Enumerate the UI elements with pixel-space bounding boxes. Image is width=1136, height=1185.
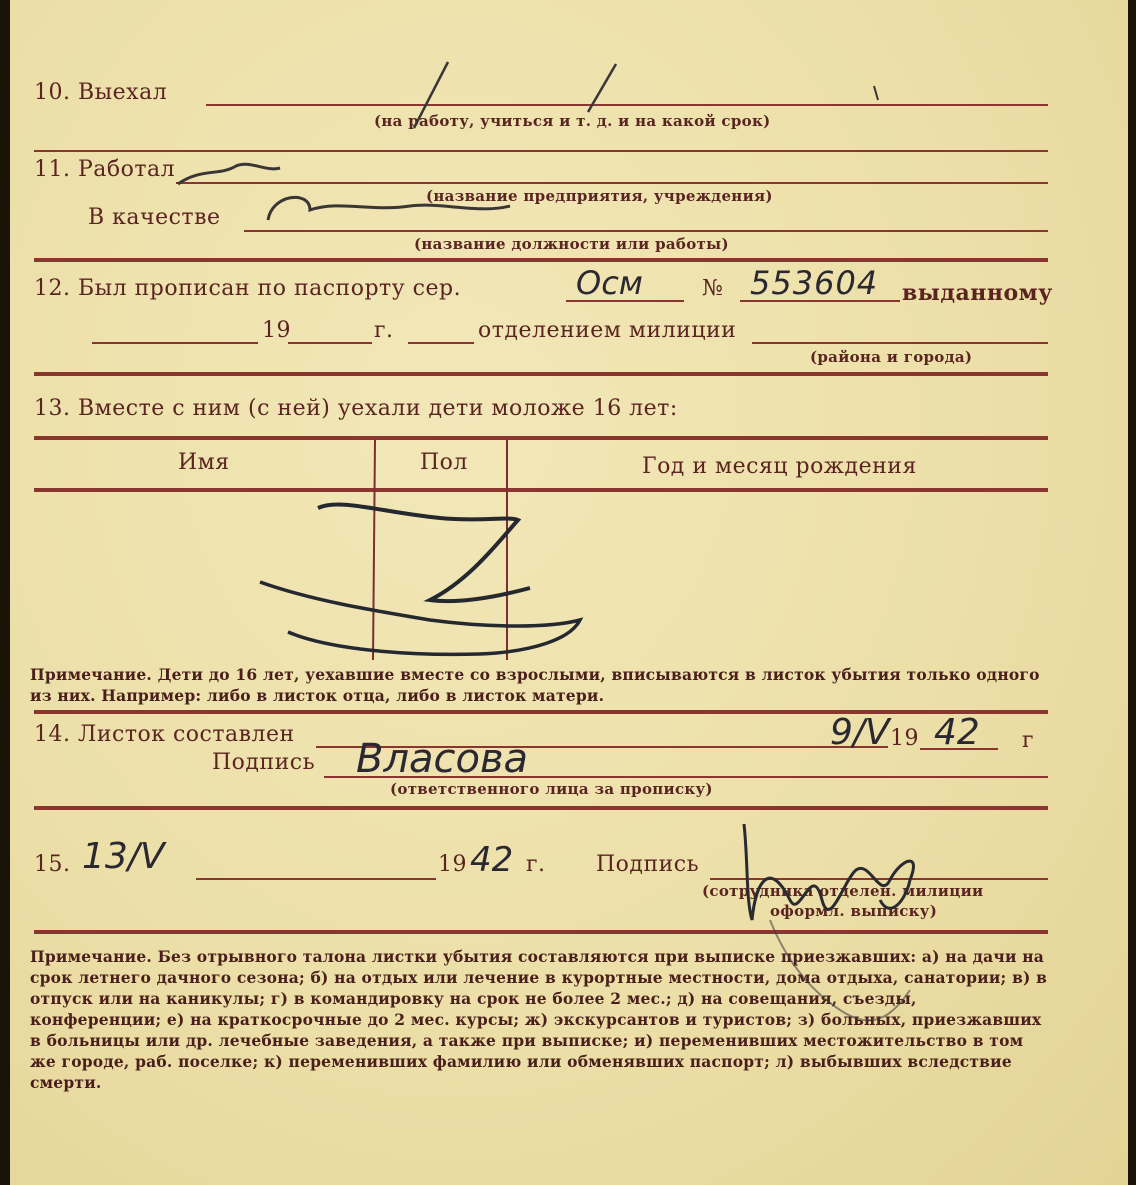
field-12-number-label: № [702,276,724,301]
field-12-day-line [92,342,258,344]
field-11-hint: (название предприятия, учреждения) [426,187,773,205]
ink-dash-stroke [874,86,878,100]
ink-cross-out [318,505,530,602]
field-14-year-value: 42 [934,712,980,753]
field-15-date-value: 13/V [82,836,165,877]
field-11-line [176,182,1048,184]
table-header-border [34,488,1048,492]
field-11-role-label: В качестве [88,205,221,230]
ink-cross-out [260,582,580,654]
divider [34,258,1048,262]
column-header-name: Имя [178,450,230,475]
divider [34,150,1048,152]
field-14-signature-value: Власова [356,736,529,782]
column-header-birth: Год и месяц рождения [642,454,917,479]
field-12-series-line [566,300,684,302]
divider [34,930,1048,934]
field-12-dept-label: отделением милиции [478,318,737,343]
field-15-signature-line [710,878,1048,880]
field-11-role-hint: (название должности или работы) [414,235,729,253]
field-10-line [206,104,1048,106]
field-12-dept-hint: (района и города) [810,348,973,366]
field-15-label: 15. [34,852,71,877]
field-14-signature-hint: (ответственного лица за прописку) [390,780,713,798]
table-top-border [34,436,1048,440]
field-14-year-line [920,748,998,750]
field-11-label: 11. Работал [34,157,176,182]
field-12-issued-label: выданному [902,280,1053,306]
field-12-short-line [408,342,474,344]
registration-form-sheet [10,0,1128,1185]
field-14-label: 14. Листок составлен [34,722,295,747]
field-14-signature-line [324,776,1048,778]
field-15-signature-label: Подпись [596,852,700,877]
field-15-year-prefix: 19 [438,852,467,877]
field-12-year-suffix: г. [374,318,394,343]
field-15-year-value: 42 [470,840,514,880]
field-12-number-value: 553604 [750,264,879,302]
divider [34,372,1048,376]
table-divider-1 [373,440,375,660]
field-14-date-value: 9/V [830,712,890,753]
divider [34,806,1048,810]
field-15-line [196,878,436,880]
field-10-hint: (на работу, учиться и т. д. и на какой срок) [374,112,771,130]
field-11-role-line [244,230,1048,232]
field-12-year-prefix: 19 [262,318,291,343]
divider [34,710,1048,714]
field-14-year-prefix: 19 [890,726,919,751]
note-registration: Примечание. Без отрывного талона листки убытия составляются при выписке приезжавших: а) на дачи на срок летнего дачного сезона; б) на отдых или лечение в курортные местности, дома отдыха, санатории; в) в отпуск или на каникулы; г) в командировку на срок не более 2 мес.; д) на совещания, съезды, конференции; е) на краткосрочные до 2 мес. курсы; ж) экскурсантов и туристов; з) больных, приезжавших в больницы или др. лечебные заведения, а также при выписке; и) переменивших местожительство в том же городе, раб. поселке; к) переменивших фамилию или обменявших паспорт; л) выбывших вследствие смерти. [30,947,1048,1092]
field-12-series-value: Осм [576,264,643,302]
field-13-label: 13. Вместе с ним (с ней) уехали дети моложе 16 лет: [34,396,678,421]
field-10-label: 10. Выехал [34,80,168,105]
field-15-signature-hint-2: оформл. выписку) [770,902,938,920]
field-14-signature-label: Подпись [212,750,316,775]
field-12-label: 12. Был прописан по паспорту сер. [34,276,462,301]
field-12-number-line [740,300,900,302]
field-15-signature-hint-1: (сотрудника отделен. милиции [702,882,984,900]
note-children: Примечание. Дети до 16 лет, уехавшие вместе со взрослыми, вписываются в листок убытия только одного из них. Например: либо в листок отца, либо в листок матери. [30,665,1040,705]
field-14-year-suffix: г [1022,728,1035,753]
field-15-year-suffix: г. [526,852,546,877]
field-12-dept-line [752,342,1048,344]
field-12-year-line [288,342,372,344]
column-header-sex: Пол [420,450,468,475]
